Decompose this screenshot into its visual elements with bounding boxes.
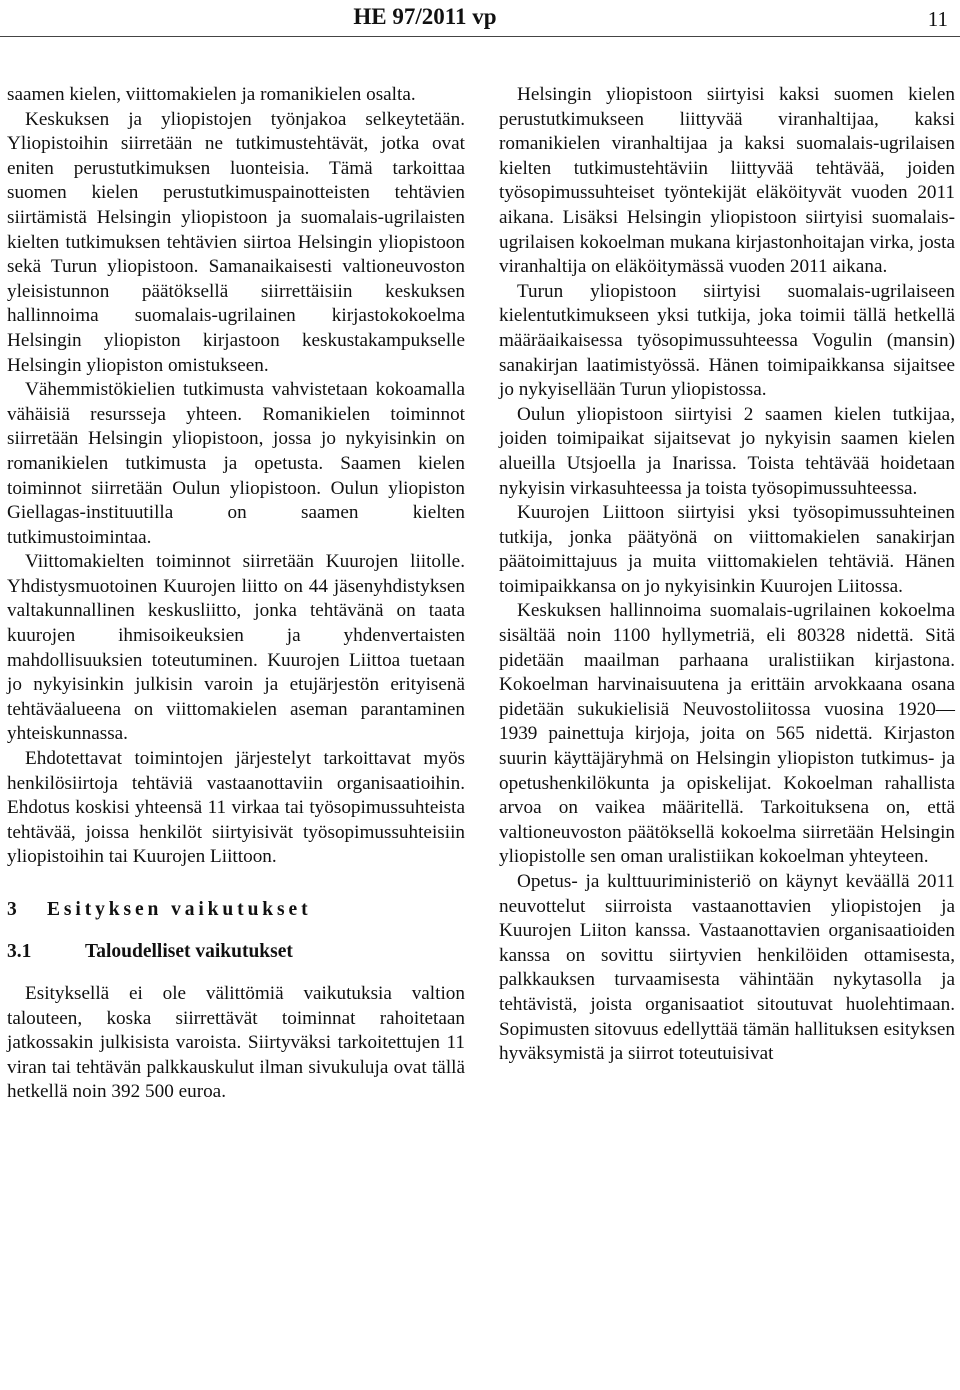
paragraph: Ehdotettavat toimintojen järjestelyt tarkoittavat myös henkilösiirtoja tehtäviä vastaanottaviin organisaatioihin. Ehdotus koskisi yhteensä 11 virkaa tai työsopimussuhteista tehtävää, joissa henkilöt siirtyisivät työsopimussuhteisiin yliopistoihin tai Kuurojen Liittoon. (7, 748, 465, 868)
paragraph: Helsingin yliopistoon siirtyisi kaksi suomen kielen perustutkimukseen liittyvää viranhaltijaa, kaksi romanikielen viranhaltijaa ja kaksi suomalais-ugrilaisen kielten tutkimustehtäviin liittyvää tehtävää, joiden työsopimussuhteiset työntekijät eläköityvät vuoden 2011 aikana. Lisäksi Helsingin yliopistoon siirtyisi suomalais-ugrilaisen kokoelman mukana kirjastonhoitajan virka, josta viranhaltija on eläköitymässä vuoden 2011 aikana. (499, 84, 955, 278)
right-column (499, 83, 955, 1067)
paragraph: Opetus- ja kulttuuriministeriö on käynyt keväällä 2011 neuvottelut siirroista vastaanottavien yliopistojen ja Kuurojen Liiton kanssa. Vastaanottavien organisaatioiden kanssa on sovittu siirtyvien henkilöiden ottamisesta, palkkauksen turvaamisesta vähintään nykytasolla ja tehtävistä, joista organisaatiot sitoutuvat huolehtimaan. Sopimusten sitovuus edellyttää tämän hallituksen esityksen hyväksymistä ja siirrot toteutuisivat (499, 871, 955, 1065)
paragraph: Turun yliopistoon siirtyisi suomalais-ugrilaiseen kielentutkimukseen yksi tutkija, joka toimii tällä hetkellä määräaikaisessa työsopimussuhteessa Vogulin (mansin) sanakirjan laatimistyössä. Hänen toimipaikkansa sijaitsee jo nykyisellään Turun yliopistossa. (499, 280, 955, 401)
section-number: 3 (7, 899, 17, 920)
left-column (7, 83, 465, 1105)
subsection-title: Taloudelliset vaikutukset (85, 941, 293, 962)
paragraph: Oulun yliopistoon siirtyisi 2 saamen kielen tutkijaa, joiden toimipaikat sijaitsevat jo nykyisin saamen kielen alueilla Utsjoella ja Inarissa. Toista tehtävää hoidetaan nykyisin virkasuhteessa ja toista työsopimussuhteessa. (499, 403, 955, 499)
section-heading (7, 898, 465, 922)
subsection-number: 3.1 (7, 941, 32, 962)
section-title: Esityksen vaikutukset (47, 899, 312, 920)
subsection-heading (7, 940, 465, 964)
paragraph: Keskuksen ja yliopistojen työnjakoa selkeytetään. Yliopistoihin siirretään ne tutkimustehtävät, jotka ovat eniten perustutkimuksen luonteisia. Tämä tarkoittaa suomen kielen perustutkimuspainotteisten tehtävien siirtämistä Helsingin yliopistoon ja suomalais-ugrilaisten kielten tutkimuksen tehtävien siirtoa Helsingin yliopistoon sekä Turun yliopistoon. Samanaikaisesti valtioneuvoston yleisistunnon päätöksellä siirrettäisiin keskuksen hallinnoima suomalais-ugrilainen kirjastokokoelma Helsingin yliopiston kirjastoon keskustakampukselle Helsingin yliopiston omistukseen. (7, 108, 465, 376)
paragraph: Kuurojen Liittoon siirtyisi yksi työsopimussuhteinen tutkija, jonka päätyönä on viittomakielen sanakirjan päätoimittajuus ja muita viittomakielen tehtäviä. Hänen toimipaikkansa on jo nykyisinkin Kuurojen Liitossa. (499, 502, 955, 597)
paragraph: saamen kielen, viittomakielen ja romanikielen osalta. (7, 84, 416, 105)
header-divider (0, 36, 960, 37)
page-number: 11 (927, 7, 948, 31)
paragraph: Viittomakielten toiminnot siirretään Kuurojen liitolle. Yhdistysmuotoinen Kuurojen liitto on 44 jäsenyhdistyksen valtakunnallinen keskusliitto, jonka tehtävänä on taata kuurojen ihmisoikeuksien ja yhdenvertaisten mahdollisuuksien toteutuminen. Kuurojen Liittoa tuetaan jo nykyisinkin julkisin varoin ja etujärjestön erityisenä tehtäväalueena on viittomakielen aseman parantaminen yhteiskunnassa. (7, 551, 465, 745)
paragraph: Esityksellä ei ole välittömiä vaikutuksia valtion talouteen, koska siirrettävät toiminnat rahoitetaan jatkossakin julkisista varoista. Siirtyväksi tarkoitettujen 11 viran tai tehtävän palkkauskulut ilman sivukuluja ovat tällä hetkellä noin 392 500 euroa. (7, 983, 465, 1103)
paragraph: Keskuksen hallinnoima suomalais-ugrilainen kokoelma sisältää noin 1100 hyllymetriä, eli 80328 nidettä. Sitä pidetään maailman parhaana uralistiikan kirjastona. Kokoelman harvinaisuutena ja erittäin arvokkaana osana pidetään sukukielisiä Neuvostoliitossa vuosina 1920—1939 painettuja kirjoja, joita on 565 nidettä. Kirjaston suurin käyttäjäryhmä on Helsingin yliopiston tutkimus- ja opetushenkilökunta ja opiskelijat. Kokoelman rahallista arvoa on vaikea määritellä. Tarkoituksena on, että valtioneuvoston päätöksellä kokoelma siirretään Helsingin yliopistolle sen oman uralistiikan kokoelman yhteyteen. (499, 600, 955, 868)
paragraph: Vähemmistökielien tutkimusta vahvistetaan kokoamalla vähäisiä resursseja yhteen. Romanikielen toiminnot siirretään Helsingin yliopistoon, jossa jo nykyisinkin on romanikielen tutkimusta ja opetusta. Saamen kielen toiminnot siirretään Oulun yliopistoon. Oulun yliopiston Giellagas-instituutilla on saamen kielten tutkimustoimintaa. (7, 379, 465, 548)
document-header-title: HE 97/2011 vp (353, 4, 497, 29)
